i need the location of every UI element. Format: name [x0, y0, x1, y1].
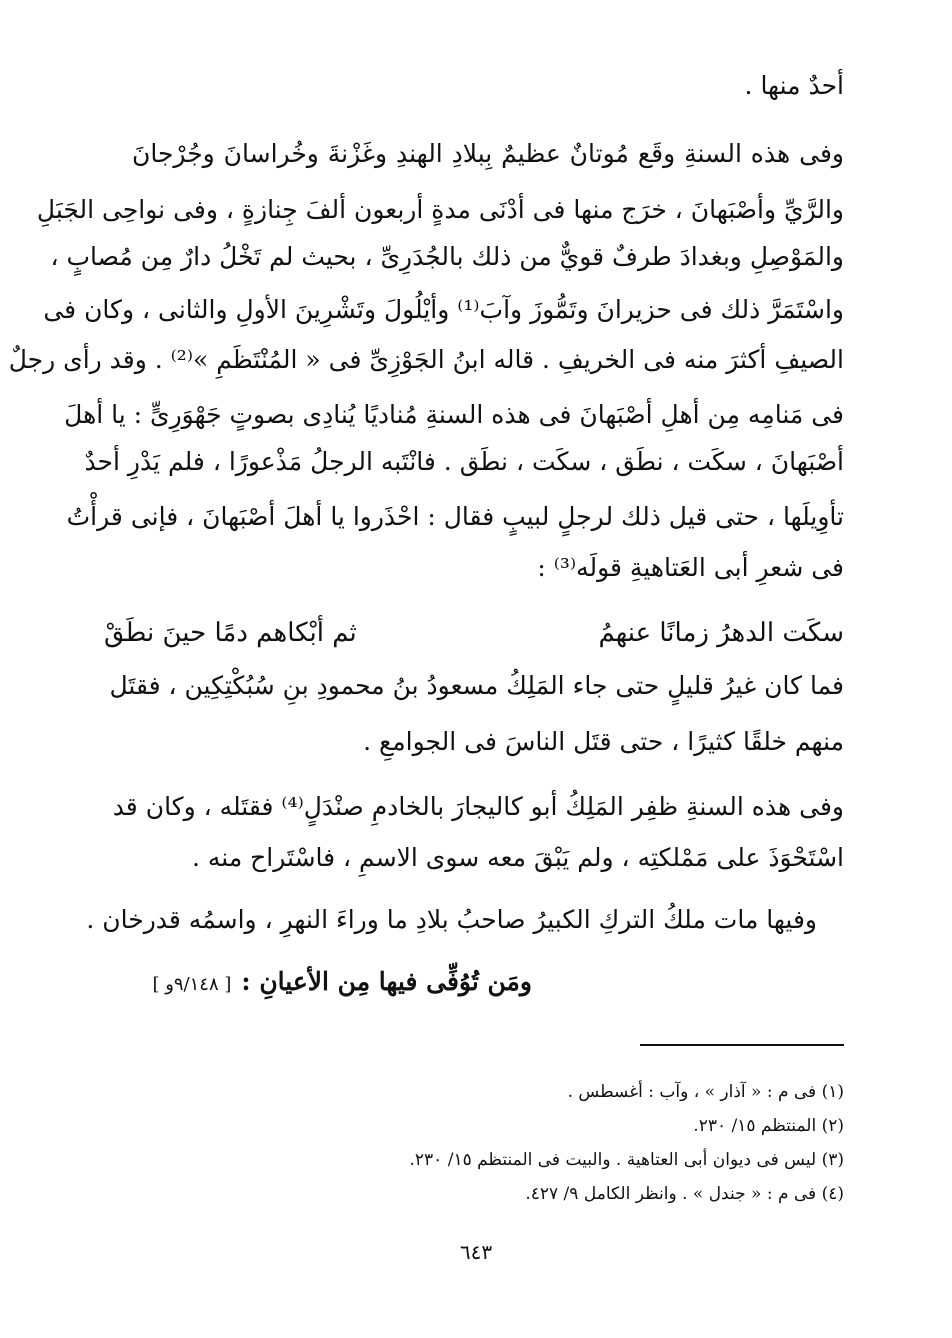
body-line: اسْتَحْوَذَ على مَمْلكتِه ، ولم يَبْقَ معه سوى الاسمِ ، فاسْتَراح منه .: [191, 843, 844, 872]
heading-text: ومَن تُوُفِّى فيها مِن الأعيانِ :: [241, 967, 532, 996]
body-line: منهم خلقًا كثيرًا ، حتى قتَل الناسَ فى الجوامعِ .: [363, 727, 844, 756]
footnote-divider: [640, 1044, 844, 1046]
body-line: الصيفِ أكثرَ منه فى الخريفِ . قاله ابنُ الجَوْزِىِّ فى « المُنْتَظَمِ »⁽²⁾ . وقد رأى رجلٌ: [8, 345, 844, 374]
verse-second-hemistich: ثم أبْكاهم دمًا حينَ نطَقْ: [104, 618, 357, 648]
footnote: (٣) ليس فى ديوان أبى العتاهية . والبيت فى المنتظم ١٥/ ٢٣٠.: [409, 1150, 844, 1170]
body-line: وفى هذه السنةِ وقَع مُوتانٌ عظيمٌ بِبلادِ الهندِ وغَزْنةَ وخُراسانَ وجُرْجانَ: [132, 139, 844, 168]
footnote: (٤) فى م : « جندل » . وانظر الكامل ٩/ ٤٢٧.: [525, 1184, 844, 1204]
body-line: أحدٌ منها .: [744, 71, 844, 100]
body-line: وفى هذه السنةِ ظفِر المَلِكُ أبو كاليجارَ بالخادمِ صنْدَلٍ⁽⁴⁾ فقتَله ، وكان قد: [112, 792, 844, 821]
footnote: (١) فى م : « آذار » ، وآب : أغسطس .: [567, 1082, 844, 1102]
body-line: فى مَنامِه مِن أهلِ أصْبَهانَ فى هذه السنةِ مُناديًا يُنادِى بصوتٍ جَهْوَرِىٍّ : يا أهلَ: [64, 400, 844, 429]
verse-first-hemistich: سكَت الدهرُ زمانًا عنهمُ: [598, 618, 844, 648]
section-heading: [152, 962, 532, 1005]
manuscript-folio-ref: [ ٩/١٤٨و ]: [152, 974, 232, 995]
body-line: وفيها مات ملكُ التركِ الكبيرُ صاحبُ بلادِ ما وراءَ النهرِ ، واسمُه قدرخان .: [86, 905, 817, 934]
body-line: فما كان غيرُ قليلٍ حتى جاء المَلِكُ مسعودُ بنُ محمودِ بنِ سُبُكْتِكِين ، فقتَل: [109, 671, 844, 700]
body-line: والرَّيِّ وأصْبَهانَ ، خرَج منها فى أدْنَى مدةٍ أربعون ألفَ جِنازةٍ ، وفى نواحِى الجَبَلِ: [36, 195, 844, 224]
footnote: (٢) المنتظم ١٥/ ٢٣٠.: [693, 1116, 844, 1136]
body-line: أصْبَهانَ ، سكَت ، نطَق ، سكَت ، نطَق . فانْتَبه الرجلُ مَذْعورًا ، فلم يَدْرِ أحدٌ: [84, 447, 844, 476]
body-line: والمَوْصِلِ وبغدادَ طرفٌ قويٌّ من ذلك بالجُدَرِىِّ ، بحيث لم تَخْلُ دارٌ مِن مُصابٍ ،: [50, 242, 844, 271]
page-number: ٦٤٣: [459, 1240, 493, 1264]
body-line: تأوِيلَها ، حتى قيل ذلك لرجلٍ لبيبٍ فقال : احْذَروا يا أهلَ أصْبَهانَ ، فإنى قرأْتُ: [66, 502, 844, 531]
body-line: فى شعرِ أبى العَتاهيةِ قولَه⁽³⁾ :: [537, 553, 844, 582]
body-line: واسْتَمَرَّ ذلك فى حزيرانَ وتَمُّوزَ وآبَ⁽¹⁾ وأيْلُولَ وتَشْرِينَ الأولِ والثانى ، وكان فى: [43, 295, 844, 324]
